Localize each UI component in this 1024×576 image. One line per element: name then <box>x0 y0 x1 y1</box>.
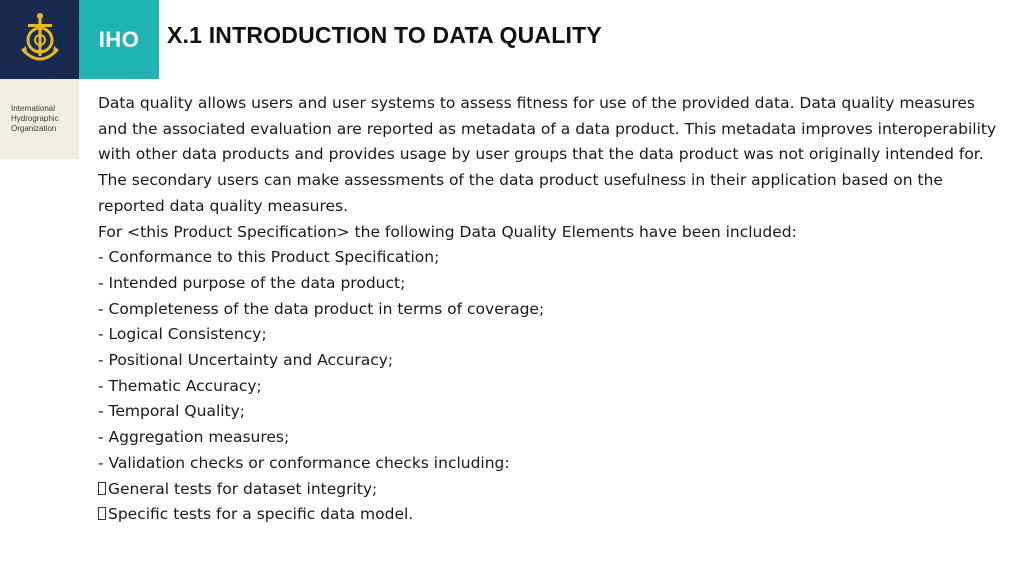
sub-list-item <box>98 502 998 528</box>
list-item: - Logical Consistency; <box>98 325 267 344</box>
missing-glyph-icon <box>98 482 106 495</box>
list-item: - Validation checks or conformance checks including: <box>98 453 510 472</box>
sub-list-item-text: General tests for dataset integrity; <box>108 479 378 498</box>
org-name-line-1: International <box>11 104 56 113</box>
list-item: - Intended purpose of the data product; <box>98 273 406 292</box>
list-item: - Completeness of the data product in terms of coverage; <box>98 299 545 318</box>
org-name-line-3: Organization <box>11 124 57 133</box>
sub-list-item-text: Specific tests for a specific data model. <box>108 505 414 524</box>
list-item: - Aggregation measures; <box>98 428 290 447</box>
org-name-line-2: Hydrographic <box>11 114 59 123</box>
iho-abbrev-text: IHO <box>98 26 140 52</box>
sub-list-item <box>98 477 998 503</box>
iho-logo <box>0 0 79 79</box>
anchor-emblem-icon <box>15 10 65 70</box>
list-item: - Conformance to this Product Specification; <box>98 248 440 267</box>
intro-paragraph: Data quality allows users and user systems to assess fitness for use of the provided data. Data quality measures and the associated evaluation are reported as metadata of a data product. This metadata improves interoperability with other data products and provides usage by user groups that the data product was not originally intended for. The secondary users can make assessments of the data product usefulness in their application based on the reported data quality measures. <box>98 94 997 215</box>
missing-glyph-icon <box>98 507 106 520</box>
list-item: - Thematic Accuracy; <box>98 376 262 395</box>
org-name <box>11 104 59 134</box>
list-item: - Positional Uncertainty and Accuracy; <box>98 351 394 370</box>
slide-body <box>98 91 998 528</box>
lead-line: For <this Product Specification> the following Data Quality Elements have been included: <box>98 222 797 241</box>
iho-abbrev-badge <box>79 0 159 79</box>
list-item: - Temporal Quality; <box>98 402 246 421</box>
page-title: X.1 INTRODUCTION TO DATA QUALITY <box>167 22 602 48</box>
org-name-panel <box>0 79 79 159</box>
